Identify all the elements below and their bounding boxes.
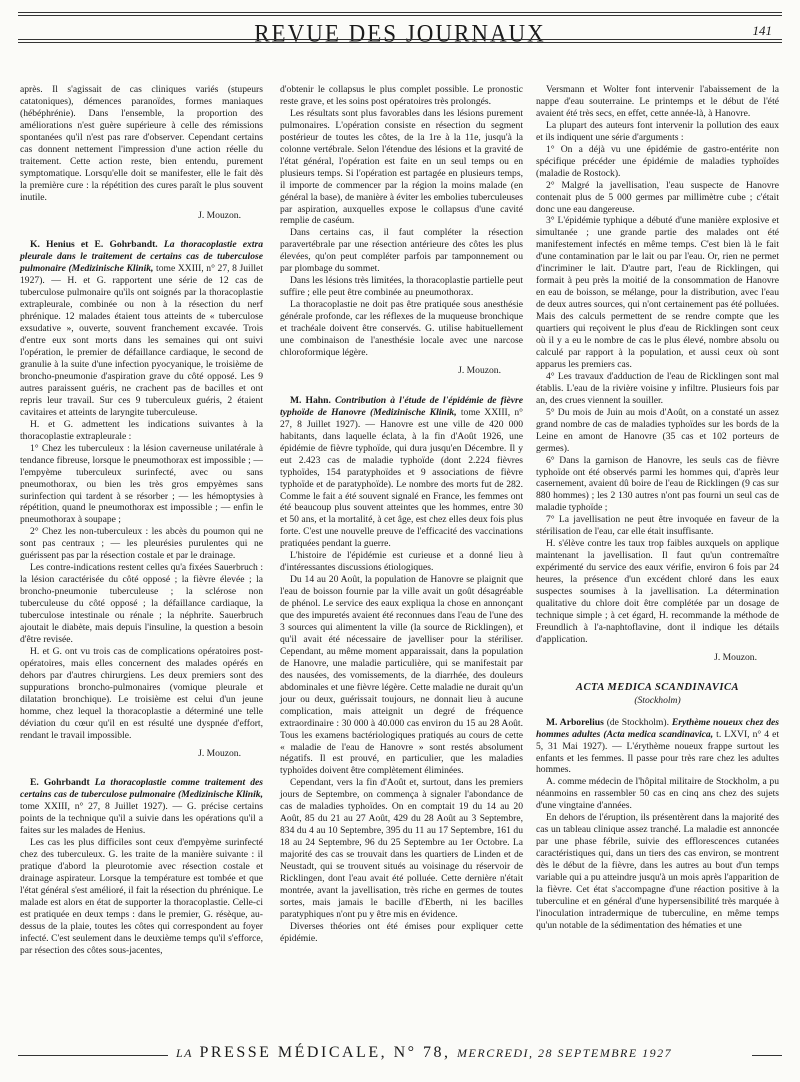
paragraph: Versmann et Wolter font intervenir l'abaissement de la nappe d'eau souterraine. Le printemps et le début de l'été avaient été très secs, en effet, cette année-là, à Hanovre. <box>536 84 779 119</box>
page-header <box>18 10 782 70</box>
paragraph: Les résultats sont plus favorables dans les lésions purement pulmonaires. L'opération consiste en résection du segment postérieur de toutes les côtes, de la 1re à la 11e, jusqu'à la colonne vertébrale. Selon l'étendue des lésions et la gravité de l'état général, l'opération est faite en un seul temps ou en plusieurs temps. Si l'opération est partagée en plusieurs temps, il importe de commencer par la région la moins malade (en général la base), de manière à éviter les embolies tuberculeuses par aspiration, auxquelles expose le collapsus d'une cavité remplie de caséum. <box>280 107 523 227</box>
page-number: 141 <box>752 23 772 38</box>
paragraph: 7° La javellisation ne peut être invoquée en faveur de la stérilisation de l'eau, car elle était insuffisante. <box>536 514 779 538</box>
abstract-paragraph <box>280 395 523 550</box>
abstract-journal: (Medizinische Klinik, <box>370 406 457 418</box>
column-1 <box>20 84 263 957</box>
paragraph: d'obtenir le collapsus le plus complet possible. Le pronostic reste grave, et les soins post opératoires très prolongés. <box>280 84 523 107</box>
journal-title: REVUE DES JOURNAUX <box>254 19 546 48</box>
abstract-authors: E. Gohrbandt <box>30 777 90 789</box>
abstract-body: tome XXIII, n° 27, 8 Juillet 1927). — Hanovre est une ville de 420 000 habitants, dans laquelle éclata, à la fin d'Août 1926, une épidémie de fièvre typhoïde, qui dura jusqu'en Décembre. Il y eut 2.423 cas de maladie typhoïde (dont 2.224 fièvres typhoïdes, 154 paratyphoïdes et 9 associations de fièvre typhoïde et de paratyphoïde). Le nombre des morts fut de 282. Comme le fait a été souvent signalé en France, les femmes ont été beaucoup plus souvent atteintes que les hommes, entre 30 et 50 ans, et la mortalité, à cet âge, est chez elles deux fois plus forte. C'est une nouvelle preuve de l'efficacité des vaccinations pratiquées pendant la guerre. <box>280 406 523 550</box>
footer-left: LA <box>176 1046 194 1060</box>
abstract-title-text: Contribution à l'étude de l'épidémie de fièvre typhoïde de Hanovre <box>280 394 523 418</box>
abstract-journal: (Medizinische Klinik, <box>68 263 154 275</box>
paragraph: H. s'élève contre les taux trop faibles auxquels on applique maintenant la javellisation. Il faut qu'un contremaître expérimenté du service des eaux vérifie, environ 6 fois par 24 heures, la présence d'un excédent chloré dans les eaux suspectes soumises à la javellisation. La détermination qualitative du chlore doit être complétée par un dosage de technique simple ; à cet égard, H. recommande la méthode de Freundlich à l'a-naphtoflavine, dont il indique les détails d'application. <box>536 538 779 645</box>
paragraph: Du 14 au 20 Août, la population de Hanovre se plaignit que l'eau de boisson fournie par la ville avait un goût désagréable de phénol. Le service des eaux expliqua la chose en annonçant que des impuretés avaient été reconnues dans l'eau de l'une des 3 sources qui alimentent la ville (la source de Ricklingen), et qu'il avait été nécessaire de javelliser pour la stériliser. Cependant, au même moment apparaissait, dans la population de Hanovre, une maladie particulière, qui se manifestait par des nausées, des vomissements, de la diarrhée, des douleurs abdominales et une fièvre légère. Cette maladie ne durait qu'un jour ou deux, guérissait toujours, ne donnait lieu à aucune complication, mais atteignit un degré de fréquence extraordinaire : 30 000 à 40.000 cas environ du 15 au 28 Août. Tous les examens bactériologiques pratiqués au cours de cette « maladie de l'eau de Hanovre » sont restés absolument négatifs. Il est prouvé, en particulier, que les maladies typhoïdes doivent être complètement éliminées. <box>280 574 523 777</box>
abstract-title-text: La thoracoplastie comme traitement des certains cas de tuberculose pulmonaire <box>20 777 263 801</box>
abstract-body: t. LXVI, n° 4 et 5, 31 Mai 1927). — L'érythème noueux frappe surtout les enfants et les femmes. Il passe pour très rare chez les adultes hommes. <box>536 728 780 776</box>
abstract-body: tome XXIII, n° 27, 8 Juillet 1927). — G. précise certains points de la technique qu'il a suivie dans les opérations qu'il a faites sur les malades de Henius. <box>20 801 263 837</box>
footer-journal: PRESSE MÉDICALE, <box>199 1044 388 1061</box>
paragraph: 2° Chez les non-tuberculeux : les abcès du poumon qui ne sont pas centraux ; — les pleurésies purulentes qui ne guérissent pas par la résection costale et par le drainage. <box>20 526 263 562</box>
signature: J. Mouzon. <box>198 209 241 221</box>
footer-rule <box>752 1055 782 1056</box>
paragraph: Les cas les plus difficiles sont ceux d'empyème surinfecté chez des tuberculeux. G. les traite de la manière suivante : il pratique d'abord la pleurotomie avec résection costale et drainage aspirateur. Lorsque la température est tombée et que l'état général s'est amélioré, il fait la résection du phrénique. Le malade est alors en état de supporter la thoracoplastie. Celle-ci est pratiquée en deux temps : dans le premier, G. résèque, au-dessus de la plaie, toutes les côtes qui correspondent au foyer infecté. C'est seulement dans le deuxième temps qu'il s'efforce, par résection des côtes sous-jacentes, <box>20 837 263 956</box>
column-3 <box>536 84 779 932</box>
page-footer <box>0 1042 800 1068</box>
paragraph: H. et G. admettent les indications suivantes à la thoracoplastie extrapleurale : <box>20 418 263 442</box>
header-rule <box>18 12 782 13</box>
paragraph: Dans certains cas, il faut compléter la résection paravertébrale par une résection antérieure des côtes les plus élevées, qu'on peut compléter parfois par tamponnement ou par plombage du sommet. <box>280 227 523 275</box>
paragraph: 3° L'épidémie typhique a débuté d'une manière explosive et simultanée ; une grande partie des malades ont été manifestement infectés en même temps. C'est bien là le fait d'une contamination par le lait ou par l'eau. Or, rien ne permet d'incriminer le lait. D'autre part, l'eau de Ricklingen, qui formait à peu près la moitié de la consommation de Hanovre en eau de boisson, se mélange, pour la distribution, avec l'eau de deux autres sources, qui n'ont certainement pas été polluées. Mais des calculs permettent de se rendre compte que les quartiers qui reçoivent le plus d'eau de Ricklingen sont ceux où il y a eu le nombre de cas le plus élevé, nombre absolu ou calculé par rapport à la population, et aussi ceux où sont apparus les premiers cas. <box>536 215 779 370</box>
paragraph: après. Il s'agissait de cas cliniques variés (stupeurs catatoniques), démences paranoïdes, formes maniaques (hébéphrénie). Dans l'ensemble, la proportion des améliorations n'est guère supérieure à celle des rémissions spontanées qu'il n'est pas rare d'observer. Cependant certains cas donnent nettement l'impression d'une action réelle du traitement. Cette action reste, bien entendu, purement symptomatique. Lorsqu'elle doit se manifester, elle le fait dès la première cure : la répétition des cures paraît le plus souvent inutile. <box>20 84 263 203</box>
paragraph: A. comme médecin de l'hôpital militaire de Stockholm, a pu néanmoins en rassembler 50 cas en cinq ans chez des sujets d'une vingtaine d'années. <box>536 776 779 812</box>
header-rule <box>18 15 782 16</box>
abstract-paragraph <box>536 717 779 777</box>
paragraph: La thoracoplastie ne doit pas être pratiquée sous anesthésie générale profonde, car les réflexes de la muqueuse bronchique et trachéale doivent être conservés. G. utilise habituellement une combinaison de l'anesthésie locale avec une narcose chloroformique légère. <box>280 299 523 358</box>
header-rule <box>18 39 782 40</box>
paragraph: Les contre-indications restent celles qu'a fixées Sauerbruch : la lésion caractérisée du côté opposé ; la fièvre élevée ; la broncho-pneumonie tuberculeuse ; la sclérose non tuberculeuse du côté opposé ; la défaillance cardiaque, la tuberculose intestinale ou rénale ; la néphrite. Sauerbruch ajoutait le diabète, mais depuis l'insuline, la question a besoin d'être revisée. <box>20 562 263 645</box>
paragraph: 1° Chez les tuberculeux : la lésion caverneuse unilatérale à tendance fibreuse, lorsque le pneumothorax est impossible ; — l'empyème tuberculeux surinfecté, avec ou sans pneumothorax, ou bien les très gros empyèmes sans surinfection qui tardent à se résorber ; — les hémoptysies à répétition, quand le pneumothorax est impossible ; — enfin le pneumothorax à soupape ; <box>20 442 263 526</box>
footer-number: N° 78, <box>393 1044 451 1061</box>
abstract-journal: (Acta medica scandinavica, <box>603 728 714 740</box>
paragraph: 2° Malgré la javellisation, l'eau suspecte de Hanovre contenait plus de 5 000 germes par millimètre cube ; c'était donc une eau dangereuse. <box>536 179 779 215</box>
abstract-authors-extra: (de Stockholm). <box>603 716 669 728</box>
footer-rule <box>18 1055 168 1056</box>
abstract-authors: M. Arborelius <box>546 716 604 728</box>
signature: J. Mouzon. <box>458 364 501 376</box>
paragraph: 1° On a déjà vu une épidémie de gastro-entérite non spécifique précéder une épidémie de maladies typhoïdes (maladie de Rostock). <box>536 143 779 179</box>
abstract-title-text: Erythème noueux chez des hommes adultes <box>536 716 779 740</box>
paragraph: La plupart des auteurs font intervenir la pollution des eaux et ils indiquent une série d'arguments : <box>536 119 779 143</box>
abstract-paragraph <box>20 777 263 837</box>
paragraph: H. et G. ont vu trois cas de complications opératoires post-opératoires, mais elles concernent des malades opérés en dehors par d'autres chirurgiens. Les deux premiers sont des suppurations broncho-pulmonaires (vomique pleurale et dilatation bronchique). Le troisième est celui d'un jeune homme, chez lequel la thoracoplastie a déterminé une telle déviation du cœur qu'il en est résulté une dyspnée d'effort, rendant le travail impossible. <box>20 645 263 741</box>
paragraph: Diverses théories ont été émises pour expliquer cette épidémie. <box>280 920 523 944</box>
column-2 <box>280 84 523 945</box>
abstract-authors: K. Henius et E. Gohrbandt. <box>30 239 158 251</box>
signature: J. Mouzon. <box>198 747 241 759</box>
abstract-title-text: La thoracoplastie extra pleurale dans le traitement de certains cas de tuberculose pulmonaire <box>20 239 263 275</box>
footer-date: MERCREDI, 28 SEPTEMBRE 1927 <box>457 1046 673 1060</box>
paragraph: Dans les lésions très limitées, la thoracoplastie partielle peut suffire ; elle peut être combinée au pneumothorax. <box>280 275 523 299</box>
abstract-authors: M. Hahn. <box>290 394 331 406</box>
abstract-body: tome XXIII, n° 27, 8 Juillet 1927). — H. et G. rapportent une série de 12 cas de tuberculose pulmonaire qu'ils ont soignés par la thoracoplastie extrapleurale, combinée ou non à la résection du nerf phrénique. 12 malades étaient tous atteints de « tuberculose exsudative », ouverte, souvent franchement excavée. Trois d'entre eux sont morts dans les semaines qui ont suivi l'opération, le premier de défaillance cardiaque, le second de granulie à la suite d'une infection pyocyanique, le troisième de broncho-pneumonie d'aspiration grave du côté opposé. Les 9 autres paraissent guéris, ne crachent pas de bacilles et ont repris leur travail. Sur ces 9 tuberculeux guéris, 2 étaient cavitaires et atteints de laryngite tuberculeuse. <box>20 263 263 418</box>
abstract-paragraph <box>20 239 263 418</box>
paragraph: 4° Les travaux d'adduction de l'eau de Ricklingen sont mal établis. L'eau de la rivière voisine y infiltre. Plusieurs fois par an, des crues viennent la souiller. <box>536 370 779 406</box>
abstract-journal: (Medizinische Klinik, <box>178 789 263 801</box>
section-title: ACTA MEDICA SCANDINAVICA <box>576 681 739 693</box>
paragraph: 5° Du mois de Juin au mois d'Août, on a constaté un assez grand nombre de cas de maladies typhoïdes sur les bords de la Leine en amont de Hanovre (35 cas et 102 porteurs de germes). <box>536 406 779 454</box>
header-rule <box>18 42 782 43</box>
section-subtitle: (Stockholm) <box>634 694 681 706</box>
paragraph: L'histoire de l'épidémie est curieuse et a donné lieu à d'intéressantes discussions étiologiques. <box>280 550 523 574</box>
paragraph: 6° Dans la garnison de Hanovre, les seuls cas de fièvre typhoïde ont été observés parmi les hommes qui, d'après leur casernement, avaient dû boire de l'eau de Ricklingen (9 cas sur 880 hommes) ; les 2 130 autres n'ont pas fourni un seul cas de maladie typhoïde ; <box>536 454 779 514</box>
paragraph: En dehors de l'éruption, ils présentèrent dans la majorité des cas un tableau clinique assez tranché. La maladie est annoncée par une phase fébrile, suivie des efflorescences cutanées caractéristiques qui, dans un tiers des cas environ, se montrent dès le début de la fièvre, dans les autres au bout d'un temps variable qui a pu atteindre jusqu'à un mois après l'apparition de la fièvre. Cet état s'accompagne d'une réaction positive à la tuberculine et en général d'une hypersensibilité très marquée à l'inoculation intradermique de tuberculine, en même temps qu'un notable de la sédimentation des hématies et une <box>536 812 779 931</box>
footer-text <box>176 1044 672 1062</box>
signature: J. Mouzon. <box>714 651 757 663</box>
paragraph: Cependant, vers la fin d'Août et, surtout, dans les premiers jours de Septembre, on commença à signaler l'abondance de cas de maladies typhoïdes. On en comptait 19 du 14 au 20 Août, 85 du 21 au 27 Août, 429 du 28 Août au 3 Septembre, 834 du 4 au 10 Septembre, 395 du 11 au 17 Septembre, 161 du 18 au 24 Septembre, 96 du 25 Septembre au 1er Octobre. La majorité des cas se trouvait dans les quartiers de Linden et de Neustadt, qui se trouvent situés au voisinage du réservoir de Ricklingen, dont l'eau avait été polluée. Cette dernière n'était montrée, avant la javellisation, très riche en germes de toutes sortes, mais jamais le bacille d'Eberth, ni les bacilles paratyphiques n'ont pu y être mis en évidence. <box>280 777 523 920</box>
